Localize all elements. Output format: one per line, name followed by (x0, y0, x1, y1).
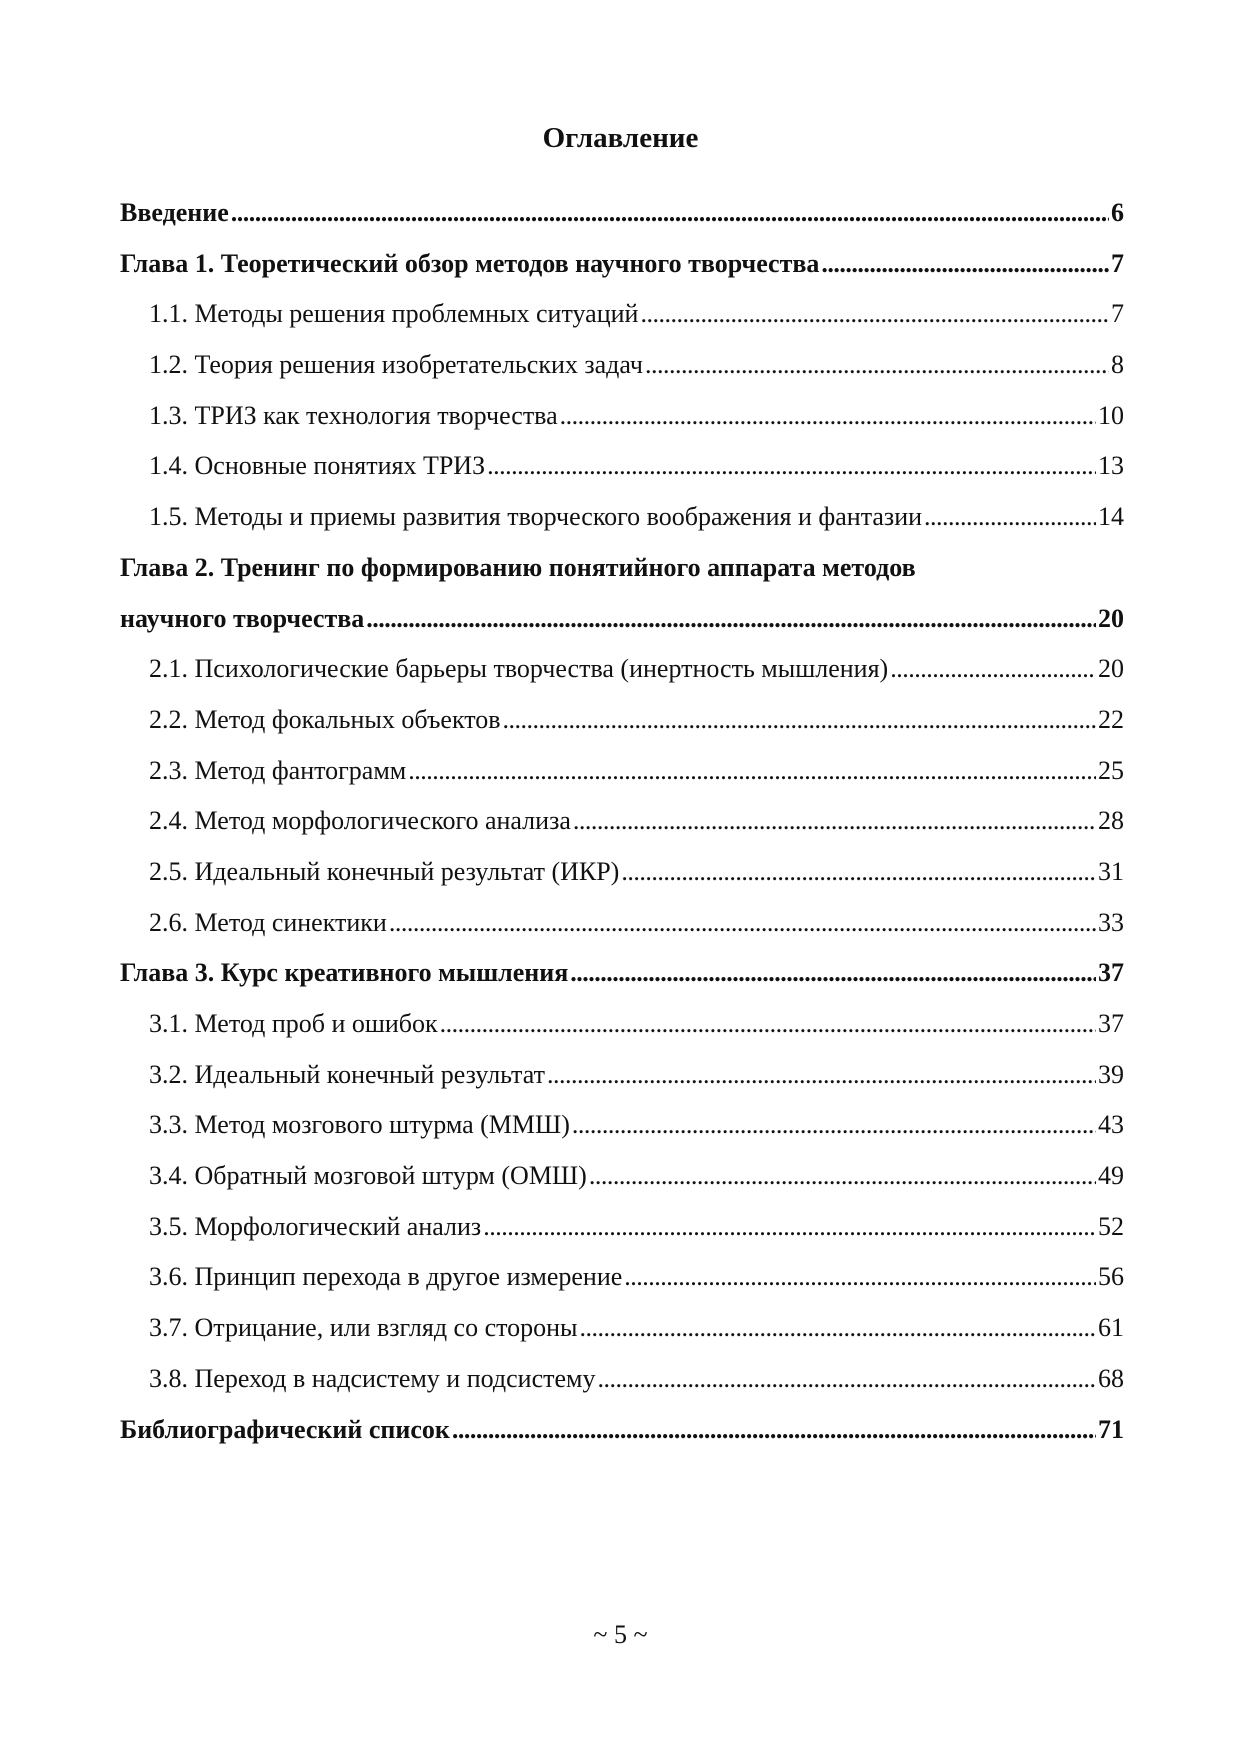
toc-entry-section-1-4[interactable] (120, 446, 1124, 497)
dot-leader (597, 1359, 1096, 1399)
toc-entry-title: 3.3. Метод мозгового штурма (ММШ) (149, 1110, 570, 1140)
toc-entry-page: 14 (1098, 502, 1124, 532)
toc-entry-section-1-3[interactable] (120, 396, 1124, 447)
toc-entry-page: 6 (1111, 198, 1124, 227)
toc-entry-title: 2.2. Метод фокальных объектов (149, 704, 501, 734)
toc-entry-title: 1.4. Основные понятиях ТРИЗ (149, 451, 486, 481)
toc-entry-chapter-2-line-1[interactable] (120, 548, 1124, 599)
toc-entry-title: 3.7. Отрицание, или взгляд со стороны (149, 1313, 578, 1343)
dot-leader (572, 1105, 1096, 1145)
toc-entry-page: 13 (1098, 451, 1124, 481)
toc-entry-page: 20 (1098, 654, 1124, 684)
toc-entry-page: 52 (1098, 1211, 1124, 1241)
toc-entry-page: 8 (1111, 350, 1124, 380)
toc-entry-title: 3.6. Принцип перехода в другое измерение (149, 1262, 623, 1292)
toc-entry-page: 28 (1098, 806, 1124, 836)
toc-entry-title: 3.2. Идеальный конечный результат (149, 1059, 545, 1089)
toc-entry-title: 3.5. Морфологический анализ (149, 1211, 482, 1241)
toc-entry-page: 25 (1098, 755, 1124, 785)
toc-entry-title: 1.3. ТРИЗ как технология творчества (149, 400, 558, 430)
dot-leader (231, 193, 1109, 233)
toc-entry-page: 43 (1098, 1110, 1124, 1140)
dot-leader (487, 446, 1096, 486)
toc-entry-section-2-3[interactable] (120, 751, 1124, 802)
toc-entry-title: 2.5. Идеальный конечный результат (ИКР) (149, 856, 620, 886)
toc-entry-section-3-7[interactable] (120, 1308, 1124, 1359)
toc-entry-title: 2.4. Метод морфологического анализа (149, 806, 571, 836)
toc-entry-title: 1.2. Теория решения изобретательских задач (149, 350, 643, 380)
dot-leader (624, 1257, 1096, 1297)
dot-leader (890, 649, 1096, 689)
page-number: ~ 5 ~ (593, 1620, 648, 1649)
toc-entry-page: 49 (1098, 1161, 1124, 1191)
toc-entry-title: 3.4. Обратный мозговой штурм (ОМШ) (149, 1161, 587, 1191)
toc-entry-section-2-6[interactable] (120, 903, 1124, 954)
dot-leader (503, 700, 1096, 740)
toc-entry-section-3-8[interactable] (120, 1359, 1124, 1410)
toc-entry-page: 7 (1111, 299, 1124, 329)
toc-entry-intro[interactable] (120, 193, 1124, 244)
toc-entry-page: 7 (1111, 248, 1124, 278)
toc-entry-section-3-1[interactable] (120, 1004, 1124, 1055)
toc-entry-page: 37 (1098, 958, 1124, 988)
dot-leader (640, 294, 1109, 334)
dot-leader (621, 852, 1096, 892)
toc-entry-section-1-5[interactable] (120, 497, 1124, 548)
toc-entry-title: 2.3. Метод фантограмм (149, 755, 407, 785)
toc-entry-chapter-1[interactable] (120, 244, 1124, 295)
toc-entry-title: 2.1. Психологические барьеры творчества (инертность мышления) (149, 654, 889, 684)
toc-entry-page: 33 (1098, 907, 1124, 937)
toc-entry-title: 3.1. Метод проб и ошибок (149, 1009, 438, 1038)
toc-entry-title: Библиографический список (120, 1414, 450, 1444)
toc-entry-bibliography[interactable] (120, 1410, 1124, 1461)
toc-entry-chapter-3[interactable] (120, 953, 1124, 1004)
toc-entry-title: 1.5. Методы и приемы развития творческого воображения и фантазии (149, 502, 923, 532)
dot-leader (560, 396, 1096, 436)
dot-leader (452, 1410, 1096, 1450)
toc-entry-page: 39 (1098, 1059, 1124, 1089)
toc-entry-section-3-2[interactable] (120, 1055, 1124, 1106)
toc-entry-section-3-3[interactable] (120, 1105, 1124, 1156)
dot-leader (589, 1156, 1096, 1196)
toc-entry-section-2-2[interactable] (120, 700, 1124, 751)
dot-leader (570, 953, 1096, 993)
toc-entry-page: 56 (1098, 1262, 1124, 1292)
dot-leader (366, 599, 1096, 639)
toc-entry-title: Глава 2. Тренинг по формированию понятийного аппарата методов (120, 552, 916, 582)
toc-entry-title: Введение (120, 198, 229, 227)
dot-leader (408, 751, 1096, 791)
toc-entry-section-2-4[interactable] (120, 801, 1124, 852)
toc-entry-page: 37 (1098, 1009, 1124, 1038)
toc-entry-page: 31 (1098, 856, 1124, 886)
toc-entry-page: 68 (1098, 1363, 1124, 1393)
toc-entry-title: научного творчества (120, 603, 365, 633)
toc-entry-page: 10 (1098, 400, 1124, 430)
dot-leader (573, 801, 1096, 841)
toc-entry-section-2-1[interactable] (120, 649, 1124, 700)
dot-leader (821, 244, 1109, 284)
toc-entry-section-3-4[interactable] (120, 1156, 1124, 1207)
toc-entry-title: Глава 3. Курс креативного мышления (120, 958, 569, 988)
dot-leader (440, 1004, 1096, 1044)
toc-entry-section-3-5[interactable] (120, 1207, 1124, 1258)
dot-leader (389, 903, 1096, 943)
table-of-contents (120, 193, 1124, 1460)
dot-leader (924, 497, 1096, 537)
toc-entry-section-1-1[interactable] (120, 294, 1124, 345)
toc-entry-chapter-2-line-2[interactable] (120, 599, 1124, 650)
toc-entry-title: 3.8. Переход в надсистему и подсистему (149, 1363, 596, 1393)
page-title: Оглавление (542, 122, 699, 154)
toc-entry-section-3-6[interactable] (120, 1257, 1124, 1308)
toc-entry-page: 20 (1098, 603, 1124, 633)
toc-entry-title: 1.1. Методы решения проблемных ситуаций (149, 299, 639, 329)
toc-entry-section-1-2[interactable] (120, 345, 1124, 396)
dot-leader (580, 1308, 1096, 1348)
toc-entry-section-2-5[interactable] (120, 852, 1124, 903)
dot-leader (547, 1055, 1096, 1095)
toc-entry-page: 61 (1098, 1313, 1124, 1343)
dot-leader (645, 345, 1109, 385)
dot-leader (483, 1207, 1096, 1247)
toc-entry-page: 22 (1098, 704, 1124, 734)
toc-entry-title: 2.6. Метод синектики (149, 907, 387, 937)
toc-entry-title: Глава 1. Теоретический обзор методов научного творчества (120, 248, 820, 278)
toc-entry-page: 71 (1098, 1414, 1124, 1444)
